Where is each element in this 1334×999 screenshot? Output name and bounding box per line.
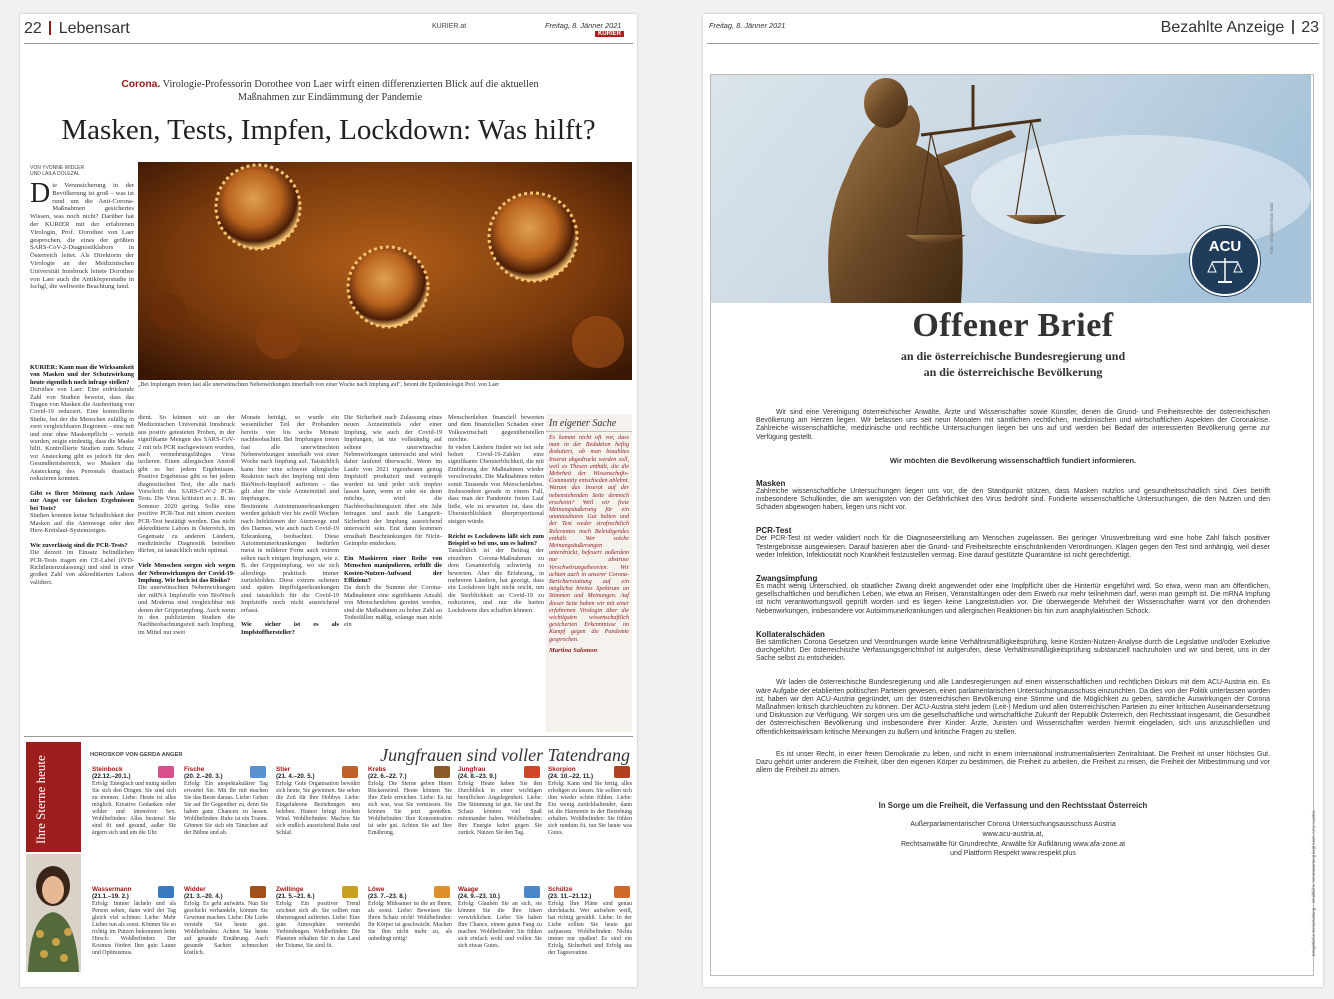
- zodiac-sign-icon: [524, 766, 540, 778]
- horoscope-byline: HOROSKOP VON GERDA ANGER: [90, 752, 183, 758]
- ad-page-date: Freitag, 8. Jänner 2021: [709, 21, 786, 30]
- article-column-4: [344, 414, 442, 734]
- article-deck: [120, 78, 540, 104]
- sign-text: Erfolg: Kann sind Sie fertig, alles erledigen zu lassen. Sie sollten sich ihm wieder schön fühlen. Liebe: Ein wenig zurückhaltender, dann ist die Harmonie in der Beziehung erhalten. Wohlbefinden: Sie fühlen sich rundum fit, tun Sie heute was Gutes.: [548, 781, 632, 836]
- acu-logo: [1190, 226, 1260, 296]
- column-2-text: dient. So können wir an der Medizinischen Universität Innsbruck aus positiv getesteten Proben, in der signifikante Mengen des SARS-CoV-2 mit tels PCR nachgewiesen wurden, auch vermehrungsfähiges Virus isolieren. Einen allergischen Anstoß gibt es bei jedem Ergebnissen. Positive Ergebnisse gibt es bei jedem diagnostischen Test, die alle nach Vorschrift des SARS-CoV-2 PCR-Tests. Die Virus kritisiert so z. B. im Sommer 2020 gering. Sollte eine positive PCR-Test mit einem zweiten PCR-Test bestätigt werden. Das nicht akkreditierte Labors in Österreich, im Gegensatz zu anderen Ländern, medizinische Diagnostik betreiben dürfen, ist tatsächlich nicht optimal.: [138, 414, 235, 555]
- sign-name: Schütze: [548, 886, 573, 893]
- horoscope-sign: [548, 886, 632, 987]
- sign-name: Waage: [458, 886, 479, 893]
- open-letter-body: [756, 409, 1270, 859]
- article-column-2: [138, 414, 235, 734]
- sign-date: (24. 8.–23. 9.): [458, 773, 497, 780]
- left-newspaper-page: [20, 14, 637, 987]
- sign-name: Wassermann: [92, 886, 132, 893]
- zodiac-sign-icon: [434, 886, 450, 898]
- letter-section-text: Es macht wenig Unterschied, ob staatlicher Zwang direkt angewendet oder eine Impfpflicht über die Hintertür eingeführt wird. So etwa, wenn man am öffentlichen, gesellschaftlichen und beruflichen Leben, wie etwa an Reisen, Veranstaltungen oder dem Erwerb nur mehr teilnehmen darf, wenn man geimpft ist. Die mRNA Impfung ist nicht verantwortungsvoll geprüft worden und es liegen keine Langzeitstudien vor. Die überwiegende Mehrheit der Wissenschafter warnt vor den drohenden Nebenwirkungen, insbesondere vor Autoimmunerkrankungen und allergischen Reaktionen bis hin zum anaphylaktischen Schock.: [756, 583, 1270, 615]
- column-5-text: Menschenleben finanziell bewerten und dem finanziellen Schaden einer Volkswirtschaft gegenüberstellen möchte.: [448, 414, 544, 444]
- zodiac-sign-icon: [342, 766, 358, 778]
- kicker: Corona.: [121, 79, 161, 90]
- zodiac-sign-icon: [434, 766, 450, 778]
- horoscope-sign: [276, 766, 360, 881]
- answer-1: Dorothee von Laer: Eine erdrückende Zahl von Studien beweist, dass das Tragen von Masken die Ausbreitung von Covid-19 reduziert. Eine kontrollierte Studie, bei der die Menschen zufällig in zwei vergleichbaren Regionen – eine mit und eine ohne Maskenpflicht – verteilt wurden, zeigte eindeutig, dass die Maske hilft. Kontrollierte Studien zum Schutz vor Ansteckung gibt es jedoch für den Gesundheitsbereich, wo Masken die Ansteckung des Personals drastisch reduzieren konnten.: [30, 386, 134, 483]
- photo-credit: Foto: Unsplash/Ansar Naib: [1269, 202, 1274, 254]
- deck-text: Virologie-Professorin Dorothee von Laer wirft einen differenzierten Blick auf die aktuellen Maßnahmen zur Eindämmung der Pandemie: [162, 79, 539, 103]
- sign-text: Erfolg: Es geht aufwärts. Nun Sie geschickt verhandeln, können Sie Gewinne machen. Liebe: Die Liebe versteht Sie heute gut. Wohlbefinden: Achten Sie heute auf gesunde Ernährung. Auch gesunde Sachen schmecken köstlich.: [184, 901, 268, 956]
- virus-photo: [138, 162, 632, 380]
- sign-text: Erfolg: Ein positiver Trend zeichnet sich ab. Sie sollten nun überzeugend auftreten. Liebe: Eine gute Atmosphäre vermeidet Verbindungen. Wohlbefinden: Die Planeten erhalten Sie in das Land der Träume, Sie sind fit.: [276, 901, 360, 949]
- kurier-logo: KURIER: [595, 31, 624, 37]
- signatory-afa: Rechtsanwälte für Grundrechte, Anwälte für Aufklärung www.afa-zone.at: [900, 840, 1126, 848]
- answer-3: Die derzeit im Einsatz befindlichen PCR-Tests tragen ein CE-Label (IVD-Richtlinienzulassung) und sind in einer großen Zahl von akkreditierten Labors validiert.: [30, 549, 134, 586]
- sign-name: Zwillinge: [276, 886, 304, 893]
- horoscope-sign: [458, 886, 542, 987]
- astrologer-portrait: [26, 854, 81, 972]
- answer-vaccine: Die unerwünschten Nebenwirkungen der mRNA Impfstoffe von BioNtech und Moderna sind vergleichbar mit denen der Grippeimpfung. Auch wenn in den publizierten Studien die Nachbeobachtungszeit nach Impfung, im Mittel nur zwei: [138, 584, 235, 636]
- sidebar-author: Martina Salomon: [549, 646, 598, 654]
- sign-name: Stier: [276, 766, 291, 773]
- subtitle-line-2: an die österreichische Bevölkerung: [923, 365, 1103, 379]
- zodiac-sign-icon: [614, 766, 630, 778]
- letter-lead: Wir möchten die Bevölkerung wissenschaftlich fundiert informieren.: [889, 455, 1137, 465]
- question-vaccine: Viele Menschen sorgen sich wegen der Nebenwirkungen der Covid-19-Impfung. Wie hoch ist das Risiko?: [138, 562, 235, 584]
- ad-page-number: 23: [1301, 19, 1319, 36]
- sign-date: (20. 2.–20. 3.): [184, 773, 223, 780]
- zodiac-sign-icon: [342, 886, 358, 898]
- article-column-3: [241, 414, 339, 734]
- astrologer-photo: [26, 854, 81, 972]
- zodiac-sign-icon: [250, 766, 266, 778]
- byline-author-2: UND LAILA DOLEZAL: [30, 171, 80, 177]
- zodiac-sign-icon: [158, 886, 174, 898]
- article-column-5: [448, 414, 544, 734]
- letter-intro: Wir sind eine Vereinigung österreichischer Anwälte, Ärzte und Wissenschafter sowie Künstler, denen die Grund- und Freiheitsrechte der österreichischen Bevölkerung am Herzen liegen. Wir befassen uns seit neun Monaten mit sämtlichen rechtlichen, medizinischen und wirtschaftlichen Aspekten der Coronakrise. Zahlreiche wissenschaftliche, medizinische und rechtliche Untersuchungen liegen bei uns auf und werden bei Bedarf der interessierten Bevölkerung gerne zur Verfügung gestellt.: [756, 409, 1270, 441]
- answer-2: Studien konnten keine Schädlichkeit der Masken auf die Atemwege oder den Herz-Kreislauf-Systemzeigen.: [30, 512, 134, 534]
- sign-text: Erfolg: Immer lächeln und als Person sehen, dann wird der Tag gleich viel schöner. Liebe: Mehr Liebes tun als sonst. Können Sie so richtig im Putzen bekommen beim Hirsch. Wohlbefinden: Der Kosmos fördert Ihre gute Laune und Optimismus.: [92, 901, 176, 956]
- column-4-text: Die Sicherheit nach Zulassung eines neuen Arzneimittels oder einer Impfung, wie auch der Covid-19 Impfungen, ist nie vollständig auf seltene unerwünschte Nebenwirkungen untersucht und wird daher laufend überwacht. Wenn im Laufe von 2021 irgendwann genug Impfstoff produziert und verimpft wurden ist und jeder sich impfen lassen kann, wenn er oder sie denn möchte, wird die Nachbeobachtungszeit über ein Jahr betragen und auch die Langzeit-Sicherheit der Impfung ausreichend untersucht sein. Erst dann kommen ernsthaft Beschränkungen für Nicht-Geimpfte entdecken.: [344, 414, 442, 547]
- signatory-acu-url: www.acu-austria.at,: [982, 831, 1044, 839]
- letter-section-text: Bei sämtlichen Corona Gesetzen und Verordnungen wurde keine Verhältnismäßigkeitsprüfung, keine Kosten-Nutzen-Analyse durch die Legislative und/oder Exekutive durchgeführt. Der österreichische Verfassungsgerichtshof ist aufgerufen, diese Verhältnismäßigkeitsprüfung substanziell nachzuholen und wir sind bereit, uns in der Sache selbst zu entscheiden.: [756, 638, 1270, 663]
- sign-date: (22. 6.–22. 7.): [368, 773, 407, 780]
- virus-illustration: [138, 162, 632, 380]
- open-letter-title: Offener Brief: [912, 307, 1114, 344]
- sign-date: (21.1.–19. 2.): [92, 893, 129, 900]
- letter-signoff: In Sorge um die Freiheit, die Verfassung und den Rechtsstaat Österreich: [878, 801, 1148, 811]
- sign-date: (23. 11.–21.12.): [548, 893, 592, 900]
- question-1: KURIER: Kann man die Wirksamkeit von Masken und der Schutzwirkung heute eigentlich noch infrage stellen?: [30, 364, 134, 386]
- letter-signatories: [756, 820, 1270, 858]
- ad-header-rule: [707, 43, 1319, 44]
- sign-date: (21. 4.–20. 5.): [276, 773, 315, 780]
- horoscope-sign: [276, 886, 360, 987]
- intro-text: ie Verunsicherung in der Bevölkerung ist groß – was ist rund um die Anti-Corona-Maßnahmen gesichertes Wissen, was noch nicht? Darüber hat der KURIER mit der erfahrenen Virologin, Prof. Dorothee von Laer gesprochen, die eines der größten SARS-CoV-2-Diagnostiklabors in Österreich leitet. Als Direktorin der Virologie an der Medizinischen Universität Innsbruck leitete Dorothee von Laer auch die Antikörperstudie in Ischgl, die weltweite Beachtung fand.: [30, 182, 134, 291]
- letter-section-text: Der PCR-Test ist weder validiert noch für die Diagnoseerstellung am Menschen zugelassen. Bei geringer Virusverbreitung wird eine hohe Zahl falsch positiver Testergebnisse ausgewiesen. Darauf basieren aber die Grund- und Freiheitsrechte einschränkenden Verordnungen. Klagen gegen den Test sind anhängig, weil dieser weder Infektion, Infektiosität noch Krankheit festzustellen vermag. Eine darauf gestützte Quarantäne ist nicht gerechtfertigt.: [756, 535, 1270, 559]
- sign-text: Erfolg: Glauben Sie an sich, sie können Sie die Ihre Ideen verwirklichen. Liebe: Sie haben Ihre Chance, einem guten Fang zu machen. Wohlbefinden: Sie fühlen sich einfach wohl und vollen Sie sich etwas Gutes.: [458, 901, 542, 949]
- sign-name: Widder: [184, 886, 206, 893]
- letter-section-title: Kollateralschäden: [756, 629, 825, 639]
- sign-text: Erfolg: Energisch und mutig stellen Sie sich den Dingen. Sie sind sich zu trennen. Liebe: Heute ist alles möglich. Kreative Gedanken oder wilder und intensiver Sex. Wohlbefinden: Alles bestens! Sie sind fit und gesund, außer Sie ärgern sich und um die Uhr.: [92, 781, 176, 836]
- header-rule: [24, 43, 633, 44]
- page-number: 22: [24, 20, 42, 37]
- sign-name: Skorpion: [548, 766, 576, 773]
- signatory-acu: Außerparlamentarischer Corona Untersuchungsausschuss Austria: [910, 821, 1116, 829]
- horoscope-sign: [184, 886, 268, 987]
- letter-section-title: PCR-Test: [756, 526, 792, 536]
- open-letter-subtitle: [703, 348, 1323, 380]
- sign-date: (23. 7.–23. 8.): [368, 893, 407, 900]
- sign-text: Erfolg: Heute haben Sie den Durchblick in einer wichtigen beruflichen Angelegenheit. Liebe: Die Stimmung ist gut. Sie und Ihr Schatz können viel Spaß miteinander haben. Wohlbefinden: Ihre Energie kehrt gegen Sie zurück. Nutzen Sie den Tag.: [458, 781, 542, 836]
- photo-caption: „Bei Impfungen treten fast alle unerwünschten Nebenwirkungen innerhalb von einer Woche nach Impfung auf", betont die Epidemiologin Prof. von Laer: [138, 382, 500, 388]
- dropcap: D: [30, 182, 51, 209]
- question-lockdown: Reicht es Lockdowns läßt sich zum Beispiel so bei uns, um es halten?: [448, 532, 544, 547]
- horoscope-sign: [92, 886, 176, 987]
- ad-page-header: [1161, 19, 1319, 37]
- letter-section-text: Zahlreiche wissenschaftliche Untersuchungen liegen uns vor, die den Standpunkt stützen, dass Masken nutzlos und gesundheitsschädlich sind. Dies betrifft insbesondere Schulkinder, die am wenigsten von der Gefährlichkeit des Virus bedroht sind. Fundierte wissenschaftliche Untersuchungen, die den Nutzen und den Schaden abgewogen haben, liegen uns nicht vor.: [756, 487, 1270, 512]
- scales-icon: [1192, 228, 1258, 294]
- ad-disclaimer: Entgeltliche Einschaltung – Inhaltliche Verantwortung liegt beim ACU-Austria: [1311, 810, 1316, 956]
- question-3: Wie zuverlässig sind die PCR-Tests?: [30, 541, 128, 549]
- site-name: KURIER.at: [432, 23, 467, 30]
- sign-name: Löwe: [368, 886, 385, 893]
- horoscope-rule: [24, 736, 633, 737]
- signatory-respekt: und Plattform Respekt www.respekt.plus: [950, 850, 1076, 858]
- sign-text: Erfolg: Mühsamer ist die an Ihnen, als sonst. Liebe: Beweisen Sie Ihren Schatz nicht! Wohlbefinden: Ihr Körper ist geschwächt. Machen Sie Ihm nicht mehr zu, als unbedingt nötig!: [368, 901, 452, 942]
- sign-date: (21. 5.–21. 6.): [276, 893, 315, 900]
- horoscope-banner-text: Ihre Sterne heute: [33, 755, 48, 844]
- answer-measures: Da durch die Summe der Corona-Maßnahmen eine signifikante Anzahl von Menschenleben gerettet werden, sind die Maßnahmen zu hoher Zahl an Todesfällen mäßig, solange man nicht ein: [344, 584, 442, 629]
- sign-date: (22.12.–20.1.): [92, 773, 131, 780]
- letter-closing: Es ist unser Recht, in einer freien Demokratie zu leben, und nicht in einem international instrumentalisierten Zentralstaat. Die Freiheit ist unser höchstes Gut. Dazu gehört unter anderem die Freiheit, über den eigenen Körper zu bestimmen, die Freiheit zu arbeiten, die Freiheit zu reisen, die Freiheit der Mitbestimmung und vor allem die Freiheit zu atmen.: [756, 750, 1270, 775]
- sign-date: (21. 3.–20. 4.): [184, 893, 223, 900]
- intro-paragraph: [30, 182, 134, 357]
- sign-name: Jungfrau: [458, 766, 486, 773]
- zodiac-sign-icon: [158, 766, 174, 778]
- column-3-text-2: Bestimmte Autoimmunerkrankungen werden gehäuft vier bis zwölf Wochen nach Infektionen der Atemwege und des Darmes, wie auch nach Covid-19 Erkrankung, beobachtet. Diese Autoimmunerkrankungen bedürfen meist in milderer Form auch extrem selten nach einigen Impfungen, wie z. B. der Grippeimpfung, wo sie sich allerdings praktisch immer zurückbilden. Diese extrem seltenen und späten Impffolgeerkrankungen sind tatsächlich für die Covid-19 Impfstoffe noch nicht ausreichend erfasst.: [241, 502, 339, 614]
- right-advertisement-page: [703, 14, 1323, 987]
- letter-section-title: Zwangsimpfung: [756, 574, 818, 584]
- letter-sections: [756, 479, 1270, 664]
- sign-name: Fische: [184, 766, 205, 773]
- horoscope-sign: [458, 766, 542, 881]
- sign-name: Steinbock: [92, 766, 123, 773]
- horoscope-title: Jungfrauen sind voller Tatendrang: [380, 745, 630, 765]
- headline: Masken, Tests, Impfen, Lockdown: Was hilft?: [61, 114, 596, 146]
- sign-text: Erfolg: Ihre Pläne sind genau durchdacht. Wer aufsehen weiß, hat richtig gewählt. Liebe: In der Liebe sollten Sie heute gut aufpassen. Wohlbefinden: Nichts immer nur spaßen! Es sind ein Erfolg, Sicherheit und Erfolg aus der Tagesroutine.: [548, 901, 632, 956]
- issue-date: Freitag, 8. Jänner 2021: [545, 21, 622, 30]
- sign-name: Krebs: [368, 766, 387, 773]
- section-name: Lebensart: [58, 20, 130, 37]
- byline: [30, 165, 84, 177]
- sign-date: (24. 9.–23. 10.): [458, 893, 500, 900]
- answer-lockdown: Tatsächlich ist der Beitrag der einzelnen Corona-Maßnahmen zu dem Gesamterfolg schwierig zu bewerten. Aber die Erfahrung, in mehreren Ländern, hat gezeigt, dass ein Lockdown light nicht reicht, um die Sterblichkeit an Covid-19 zu reduzieren, und nur die harten Lockdowns dies schaffen können.: [448, 547, 544, 614]
- horoscope-sign: [184, 766, 268, 881]
- page-header-left: [24, 20, 130, 38]
- question-safety: Wie sicher ist es als Impfstoffhersteller?: [241, 621, 339, 636]
- column-3-text: Monate beträgt, so wurde ein wesentlicher Teil der Probanden bereits vier bis sechs Monate nachbeobachtet. Bei Impfungen treten fast alle unerwünschten Nebenwirkungen innerhalb von einer Woche nach Impfung auf. Tatsächlich kann hier eine schwere allergische Reaktion nach der Impfung mit dem BioNtech-Impfstoff auftreten – das gilt aber für viele Arzneimittel und Impfungen.: [241, 414, 339, 503]
- question-2: Gibt es Ihrer Meinung nach Anlass zur Angst vor falschen Ergebnissen bei Tests?: [30, 489, 134, 512]
- editorial-sidebar: [546, 414, 632, 732]
- question-measures: Ein Maskieren einer Reihe von Menschen manipulieren, erfüllt die Kosten-Nutzen-Aufwand der Effizienz?: [344, 554, 442, 584]
- article-column-1: [30, 364, 134, 734]
- zodiac-sign-icon: [524, 886, 540, 898]
- horoscope-sign: [548, 766, 632, 881]
- horoscope-sign: [92, 766, 176, 881]
- byline-author-1: VON YVONNE WIDLER: [30, 165, 85, 171]
- horoscope-banner: [26, 742, 81, 852]
- zodiac-sign-icon: [614, 886, 630, 898]
- sign-text: Erfolg: Gute Organisation bewährt sich heute, Sie gewinnen. Sie sehen die Zeit für Ihre Hobbys. Liebe: Eingefahrene Beziehungen neu beleben. Humor bringt frischen Wind. Wohlbefinden: Machen Sie sich endlich ausreichend Ruhe und Schlaf.: [276, 781, 360, 836]
- letter-appeal: Wir laden die österreichische Bundesregierung und alle Landesregierungen auf einen wissenschaftlichen und rechtlichen Diskurs mit dem ACU-Austria ein. Es wäre Aufgabe der etablierten politischen Parteien gewesen, einen parlamentarischen Untersuchungsausschuss einzurichten. Da dies von der Politik unterlassen worden ist, haben wir den ACU-Austria gegründet, um der österreichischen Bevölkerung eine Stimme und die Möglichkeit zu geben, sämtliche Auswirkungen der Corona Maßnahmen kritisch durchleuchten zu können. Der ACU-Austria steht jedem (Leit-) Medium und allen österreichischen Parteien zu einer kritischen Auseinandersetzung und Diskussion zur Verfügung. Wir sorgen uns um die gesellschaftliche und wirtschaftliche Zukunft der Republik Österreich, den Rechtsstaat insgesamt, die Gesundheit der österreichischen Bevölkerung und insbesondere ihrer Kinder. Ärzte, Juristen und Wissenschafter werden hiermit eingeladen, sich uns anzuschließen und öffentlichkeitswirksam kritische Meinungen zu äußern und kritische Fragen zu stellen.: [756, 679, 1270, 736]
- paid-ad-label: Bezahlte Anzeige: [1160, 19, 1285, 36]
- sign-text: Erfolg: Ein unspektakulärer Tag erwartet Sie. Mit Ihr mit machen Sie das Beste daraus. Liebe: Geben Sie auf Ihr Gegenüber zu, denn Sie haben ganz Chancen zu lassen. Wohlbefinden: Ruhe ist ein Traum. Gönnen Sie sich ein Tänzchen auf der Bühne und ab.: [184, 781, 268, 836]
- acu-logo-text: ACU: [1208, 238, 1242, 255]
- sidebar-text: Es kommt nicht oft vor, dass man in der Redaktion heftig diskutiert, ob man bezahltes Inserat abgedruckt werden soll, weil es Thesen enthält, die die Mehrheit der Wissenschafts-Community entschieden ablehnt. Warum das Inserat auf der nebenstehenden Seite dennoch erscheint? Weil wir freie Meinungsäußerung für ein unantastbares Gut halten und der Text weder strafrechtlich Relevantes noch Beleidigendes enthält. Wer solche Meinungsäußerungen unterdrückt, befeuert außerdem nur abstruse Verschwörungstheorien. Wir achten auch in unserer Corona-Berichterstattung auf ein möglichst breites Spektrum an Stimmen und Meinungen. Auf dieser Seite haben wir mit einer erfahrenen Virologin über die wichtigsten wissenschaftlich gesicherten Erkenntnisse im Kampf gegen die Pandemie gesprochen.: [549, 435, 629, 643]
- sign-text: Erfolg: Die Sterne geben Ihnen Rückenwind. Heute können Sie Ihre Ziele erreichen. Liebe: Es tut sich was, was Sie vermissen. Sie können Sie jetzt genießen. Wohlbefinden: Ihre Konzentration ist sehr gut. Achten Sie auf Ihre Ernährung.: [368, 781, 452, 836]
- sign-date: (24. 10.–22. 11.): [548, 773, 594, 780]
- column-5-text-2: In vielen Ländern finden wir bei sehr hohen Covid-19-Zahlen eine signifikante Übersterblichkeit, die mit Einführung der Maßnahmen wieder verschwindet. Die Maßnahmen retten somit Tausende von Menschenleben. Insbesondere gerade in einem Fall, dass man der Pandemie freien Lauf ließe, wie zu erwarten ist, dass die Übersterblichkeit überproportional steigen würde.: [448, 443, 544, 525]
- zodiac-sign-icon: [250, 886, 266, 898]
- horoscope-sign: [368, 766, 452, 881]
- horoscope-sign: [368, 886, 452, 987]
- letter-section-title: Masken: [756, 478, 786, 488]
- subtitle-line-1: an die österreichische Bundesregierung und: [900, 349, 1126, 363]
- sidebar-title: In eigener Sache: [546, 414, 632, 432]
